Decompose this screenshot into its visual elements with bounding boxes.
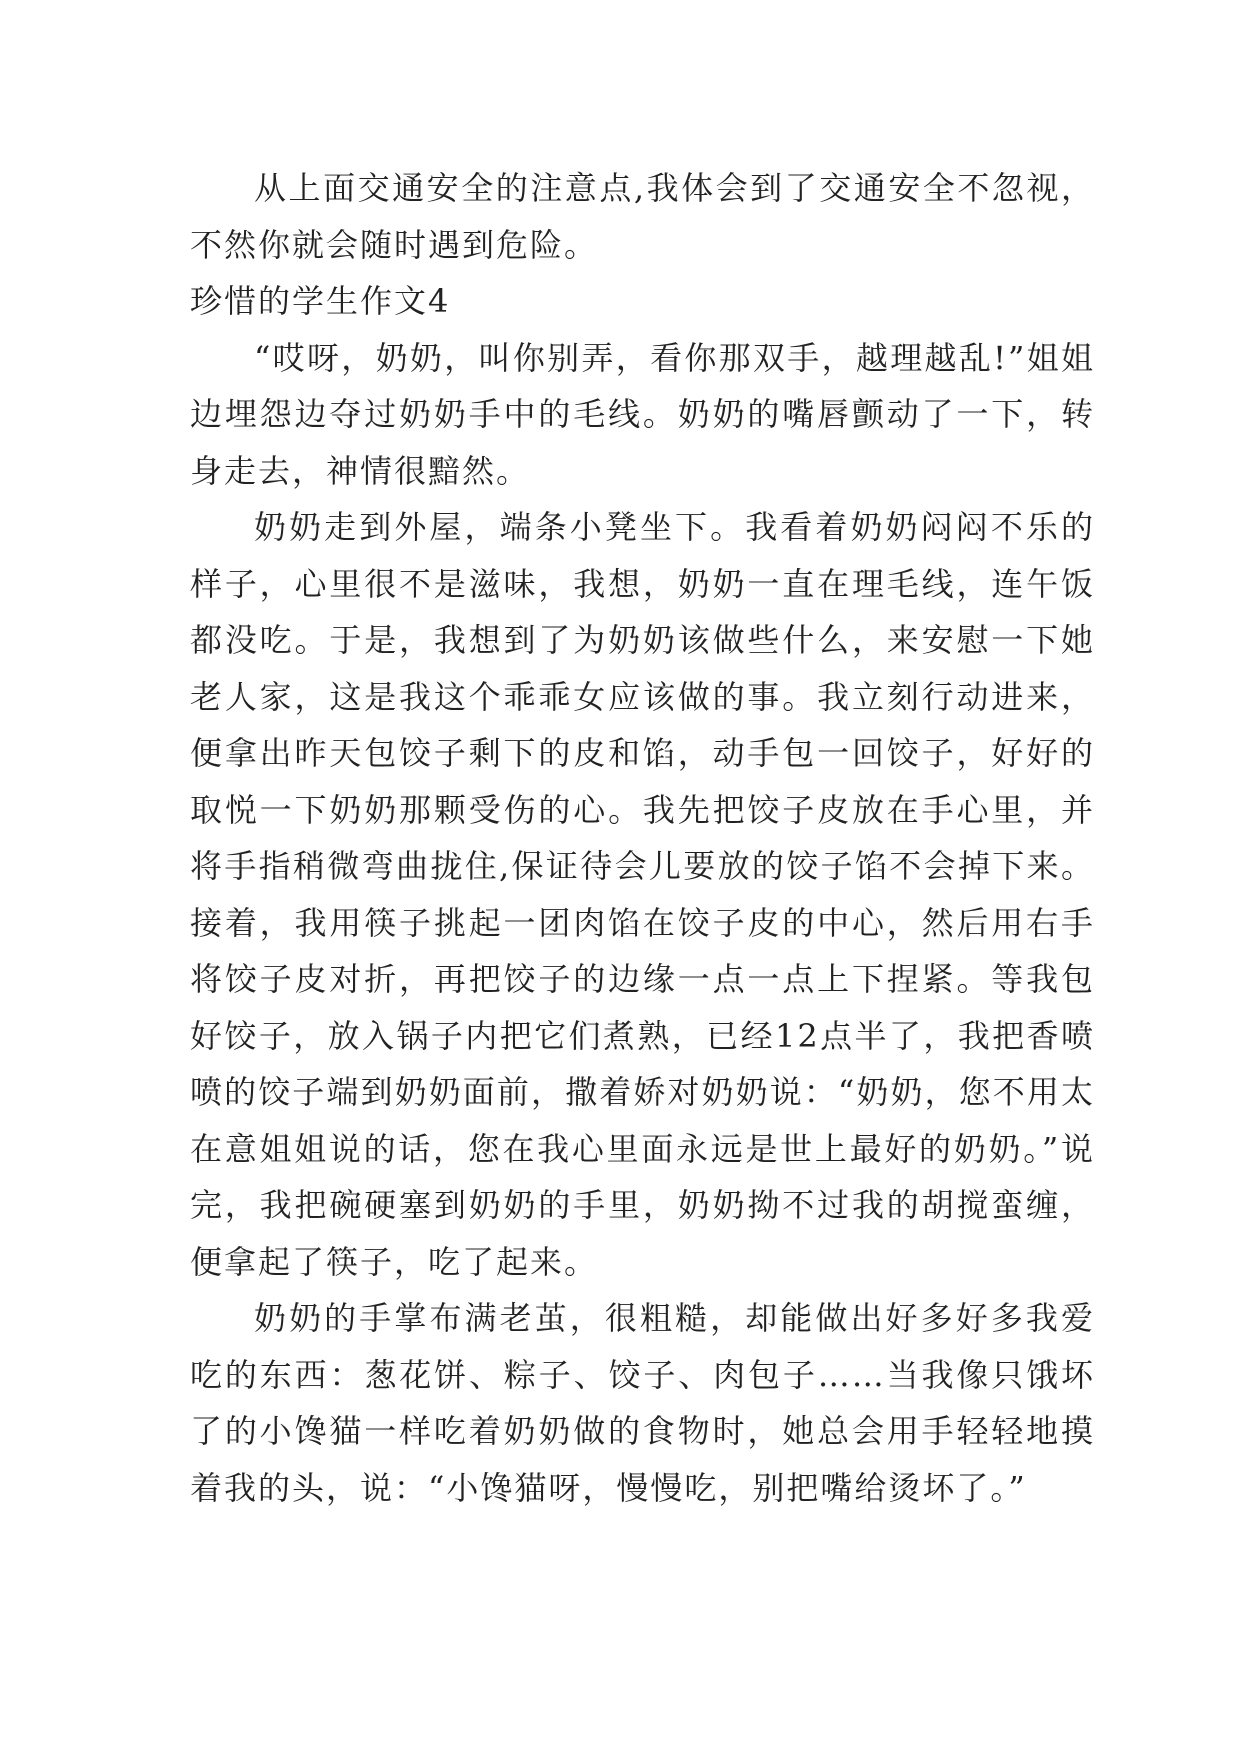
paragraph-grandma-yarn: “哎呀，奶奶，叫你别弄，看你那双手，越理越乱!”姐姐边埋怨边夺过奶奶手中的毛线。奶奶的嘴唇颤动了一下，转身走去，神情很黯然。 bbox=[190, 338, 1095, 490]
paragraph-traffic-conclusion: 从上面交通安全的注意点,我体会到了交通安全不忽视，不然你就会随时遇到危险。 bbox=[190, 169, 1095, 264]
document-body bbox=[190, 160, 1095, 1516]
paragraph-grandma-hands: 奶奶的手掌布满老茧，很粗糙，却能做出好多好多我爱吃的东西：葱花饼、粽子、饺子、肉包子……当我像只饿坏了的小馋猫一样吃着奶奶做的食物时，她总会用手轻轻地摸着我的头，说：“小馋猫呀，慢慢吃，别把嘴给烫坏了。” bbox=[190, 1299, 1095, 1507]
essay-heading: 珍惜的学生作文4 bbox=[190, 282, 451, 320]
paragraph-making-dumplings: 奶奶走到外屋，端条小凳坐下。我看着奶奶闷闷不乐的样子，心里很不是滋味，我想，奶奶一直在理毛线，连午饭都没吃。于是，我想到了为奶奶该做些什么，来安慰一下她老人家，这是我这个乖乖女应该做的事。我立刻行动进来，便拿出昨天包饺子剩下的皮和馅，动手包一回饺子，好好的取悦一下奶奶那颗受伤的心。我先把饺子皮放在手心里，并将手指稍微弯曲拢住,保证待会儿要放的饺子馅不会掉下来。接着，我用筷子挑起一团肉馅在饺子皮的中心，然后用右手将饺子皮对折，再把饺子的边缘一点一点上下捏紧。等我包好饺子，放入锅子内把它们煮熟，已经12点半了，我把香喷喷的饺子端到奶奶面前，撒着娇对奶奶说：“奶奶，您不用太在意姐姐说的话，您在我心里面永远是世上最好的奶奶。”说完，我把碗硬塞到奶奶的手里，奶奶拗不过我的胡搅蛮缠，便拿起了筷子，吃了起来。 bbox=[190, 508, 1095, 1281]
